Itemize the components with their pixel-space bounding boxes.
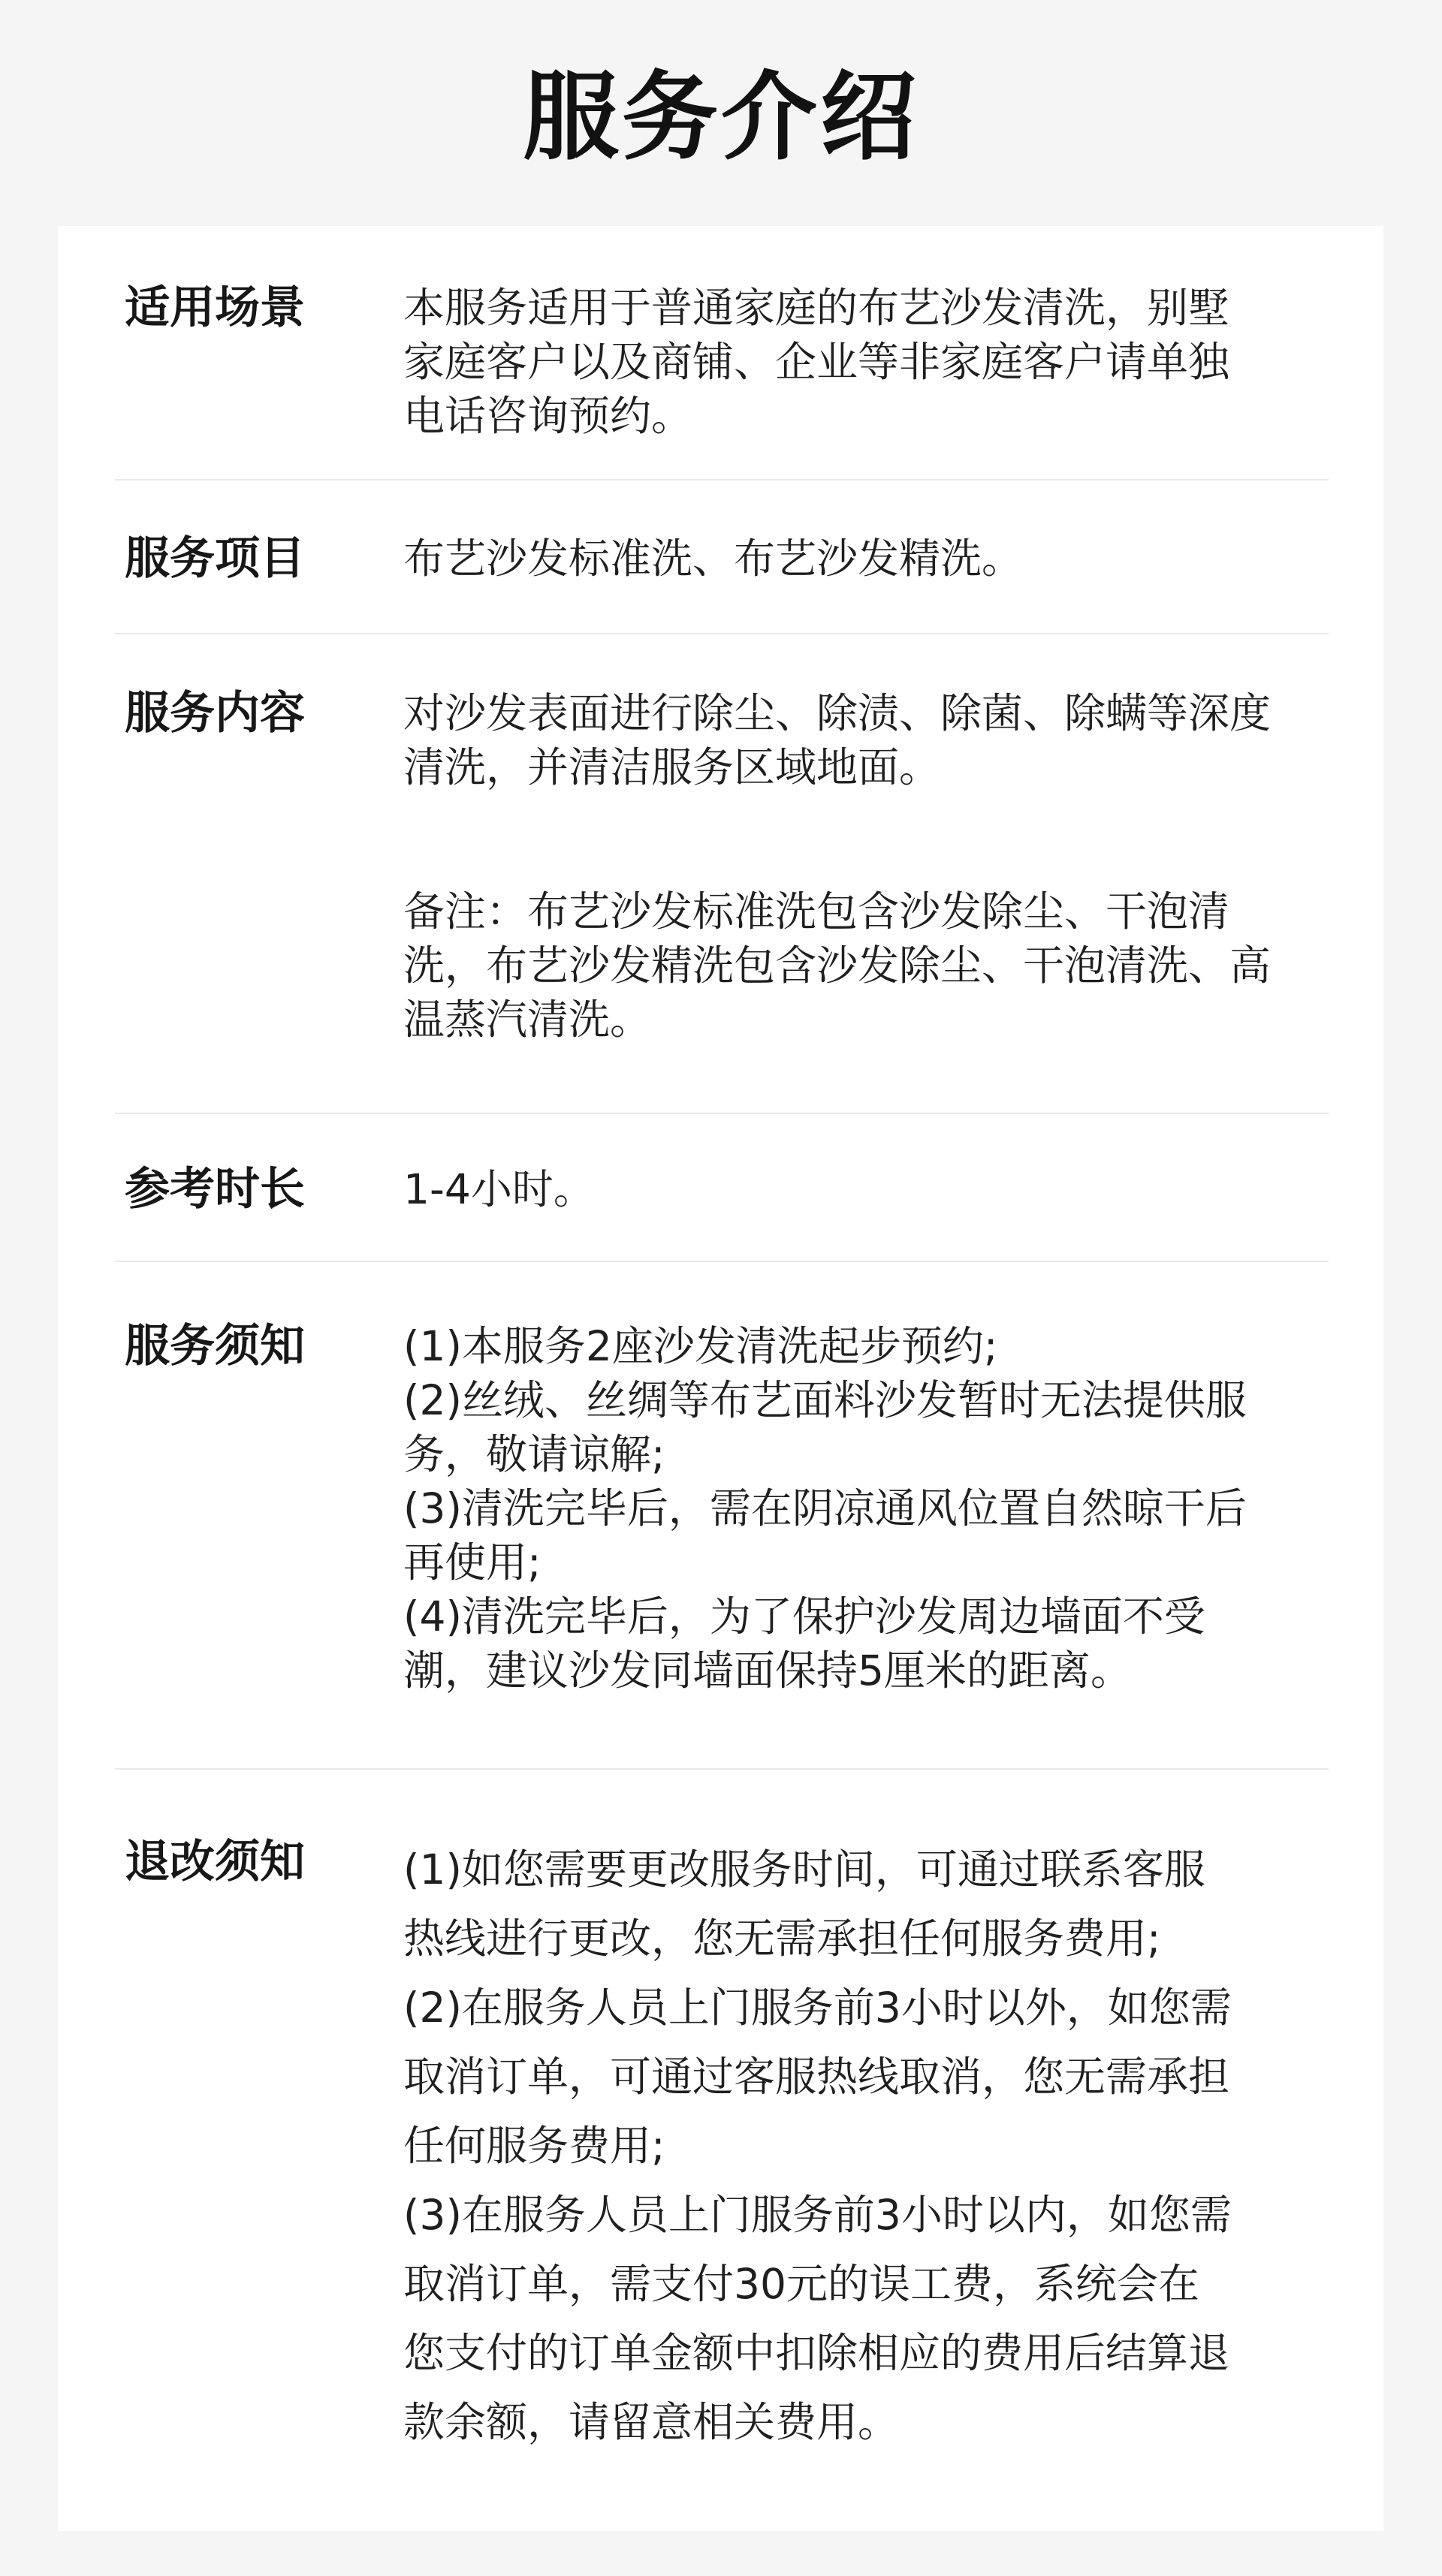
content-line: (2)丝绒、丝绸等布艺面料沙发暂时无法提供服 <box>403 1376 1247 1424</box>
section-label: 服务项目 <box>125 532 305 585</box>
content-line: 1-4小时。 <box>403 1165 595 1213</box>
section-label: 服务内容 <box>125 687 305 740</box>
content-line: 款余额，请留意相关费用。 <box>403 2398 900 2446</box>
content-line: 家庭客户以及商铺、企业等非家庭客户请单独 <box>403 338 1230 386</box>
paragraph-gap <box>403 794 1329 884</box>
content-line: (2)在服务人员上门服务前3小时以外，如您需 <box>403 1984 1232 2032</box>
page-title: 服务介绍 <box>522 62 919 173</box>
note-line: 备注：布艺沙发标准洗包含沙发除尘、干泡清 <box>403 887 1230 935</box>
section-divider <box>115 633 1329 634</box>
service-info-card <box>58 226 1383 2531</box>
content-line: (1)如您需要更改服务时间，可通过联系客服 <box>403 1845 1205 1894</box>
note-line: 温蒸汽清洗。 <box>403 996 652 1044</box>
section-content <box>403 686 1329 1047</box>
section-content <box>403 1835 1329 2457</box>
content-line: (4)清洗完毕后，为了保护沙发周边墙面不受 <box>403 1592 1205 1641</box>
content-line: (3)清洗完毕后，需在阴凉通风位置自然晾干后 <box>403 1484 1247 1532</box>
section-label: 适用场景 <box>125 282 305 334</box>
content-line: 务，敬请谅解; <box>403 1430 665 1478</box>
content-line: 取消订单，需支付30元的误工费，系统会在 <box>403 2260 1199 2308</box>
section-label: 退改须知 <box>125 1836 305 1888</box>
section-label: 服务须知 <box>125 1320 305 1372</box>
content-line: 清洗，并清洁服务区域地面。 <box>403 743 941 791</box>
content-line: 布艺沙发标准洗、布艺沙发精洗。 <box>403 535 1024 583</box>
content-line: 本服务适用于普通家庭的布艺沙发清洗，别墅 <box>403 284 1230 332</box>
section-content <box>403 1162 1329 1216</box>
content-line: 再使用; <box>403 1538 542 1586</box>
section-content <box>403 281 1329 443</box>
content-line: 取消订单，可通过客服热线取消，您无需承担 <box>403 2053 1230 2101</box>
content-line: 任何服务费用; <box>403 2122 665 2170</box>
section-content <box>403 1319 1329 1698</box>
section-content <box>403 532 1329 586</box>
content-line: (1)本服务2座沙发清洗起步预约; <box>403 1322 998 1370</box>
content-line: (3)在服务人员上门服务前3小时以内，如您需 <box>403 2191 1232 2239</box>
section-divider <box>115 1261 1329 1262</box>
content-line: 对沙发表面进行除尘、除渍、除菌、除螨等深度 <box>403 689 1272 737</box>
section-divider <box>115 479 1329 481</box>
content-line: 潮，建议沙发同墙面保持5厘米的距离。 <box>403 1647 1132 1695</box>
content-line: 热线进行更改，您无需承担任何服务费用; <box>403 1915 1161 1963</box>
note-line: 洗，布艺沙发精洗包含沙发除尘、干泡清洗、高 <box>403 942 1272 990</box>
content-line: 您支付的订单金额中扣除相应的费用后结算退 <box>403 2329 1230 2377</box>
section-label: 参考时长 <box>125 1163 305 1216</box>
content-line: 电话咨询预约。 <box>403 392 693 440</box>
section-divider <box>115 1768 1329 1770</box>
section-divider <box>115 1113 1329 1114</box>
